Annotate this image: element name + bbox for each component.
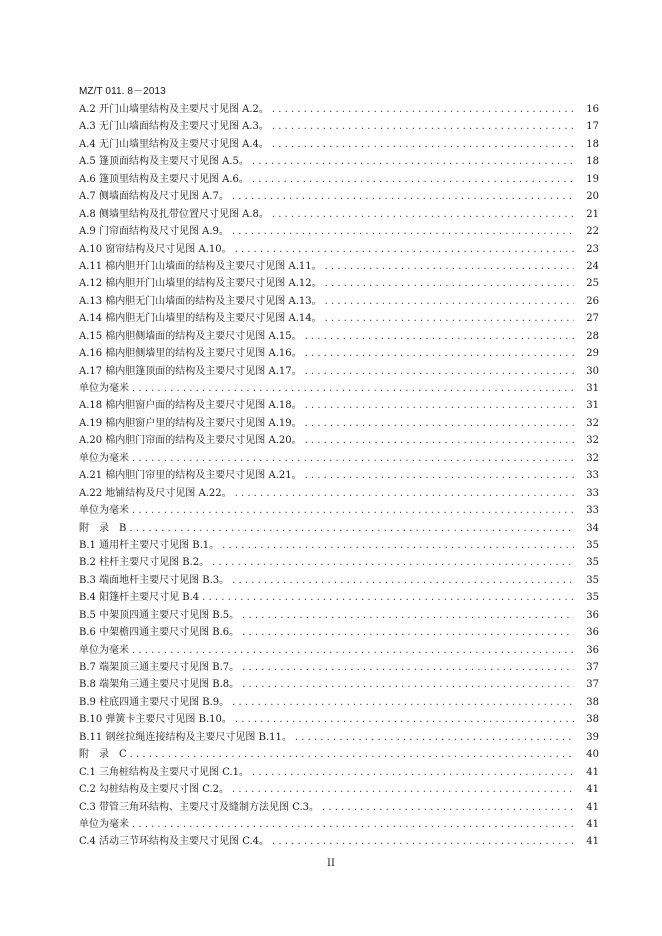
toc-entry-page: 41 — [586, 766, 599, 778]
toc-dot-leader — [305, 328, 574, 345]
toc-dot-leader — [235, 241, 574, 258]
toc-dot-leader — [235, 485, 574, 502]
toc-entry-label: A.21 棉内胆门帘里的结构及主要尺寸见图 A.21。 — [79, 470, 302, 482]
toc-entry-label: B.5 中架顶四通主要尺寸见图 B.5。 — [79, 609, 240, 621]
toc-entry-page: 18 — [586, 156, 599, 168]
toc-entry-page: 37 — [586, 679, 599, 691]
toc-entry-page: 41 — [586, 836, 599, 848]
toc-entry[interactable] — [79, 118, 599, 135]
toc-entry[interactable] — [79, 502, 599, 519]
toc-entry-label: C.2 勾桩结构及主要尺寸图 C.2。 — [79, 784, 230, 796]
toc-entry-label: A.10 窗帘结构及尺寸见图 A.10。 — [79, 243, 232, 255]
toc-dot-leader — [242, 659, 574, 676]
toc-entry-page: 32 — [586, 452, 599, 464]
toc-entry-label: A.12 棉内胆开门山墙里的结构及主要尺寸见图 A.12。 — [79, 278, 322, 290]
toc-entry[interactable] — [79, 206, 599, 223]
toc-entry[interactable] — [79, 799, 599, 816]
toc-entry-page: 30 — [586, 365, 599, 377]
toc-entry-label: B.4 阳篷杆主要尺寸见 B.4 — [79, 592, 200, 604]
toc-dot-leader — [322, 799, 574, 816]
toc-entry-label: B.1 通用杆主要尺寸见图 B.1。 — [79, 539, 220, 551]
toc-entry-page: 18 — [586, 138, 599, 150]
toc-entry-page: 31 — [586, 400, 599, 412]
toc-entry[interactable] — [79, 589, 599, 606]
toc-entry[interactable] — [79, 659, 599, 676]
toc-entry[interactable] — [79, 816, 599, 833]
toc-entry-page: 38 — [586, 696, 599, 708]
toc-entry[interactable] — [79, 171, 599, 188]
toc-entry-label: A.13 棉内胆无门山墙面的结构及主要尺寸见图 A.13。 — [79, 295, 322, 307]
toc-entry[interactable] — [79, 293, 599, 310]
toc-entry-page: 29 — [586, 348, 599, 360]
toc-entry-page: 36 — [586, 609, 599, 621]
toc-entry-label: A.6 篷顶里结构及主要尺寸见图 A.6。 — [79, 173, 249, 185]
toc-entry[interactable] — [79, 101, 599, 118]
toc-entry-label: 单位为毫米 — [79, 383, 129, 394]
toc-entry[interactable] — [79, 136, 599, 153]
toc-entry[interactable] — [79, 781, 599, 798]
toc-entry-page: 17 — [586, 121, 599, 133]
toc-entry-page: 16 — [586, 104, 599, 115]
toc-entry[interactable] — [79, 223, 599, 240]
toc-entry[interactable] — [79, 694, 599, 711]
toc-entry-label: A.2 开门山墙里结构及主要尺寸见图 A.2。 — [79, 104, 269, 115]
table-of-contents — [79, 101, 599, 851]
toc-entry-label: B.8 端架角三通主要尺寸见图 B.8。 — [79, 679, 240, 691]
toc-entry[interactable] — [79, 450, 599, 467]
toc-entry-page: 31 — [586, 383, 599, 394]
toc-dot-leader — [232, 781, 574, 798]
toc-dot-leader — [130, 746, 574, 763]
toc-dot-leader — [235, 711, 574, 728]
toc-dot-leader — [232, 694, 574, 711]
toc-entry-page: 24 — [586, 260, 599, 272]
toc-dot-leader — [305, 363, 574, 380]
toc-dot-leader — [232, 223, 574, 240]
toc-dot-leader — [272, 136, 574, 153]
toc-dot-leader — [272, 206, 574, 223]
toc-entry-page: 34 — [586, 522, 599, 534]
toc-entry-page: 40 — [586, 749, 599, 761]
toc-entry[interactable] — [79, 397, 599, 414]
toc-entry-page: 41 — [586, 818, 599, 830]
toc-entry-label: A.11 棉内胆开门山墙面的结构及主要尺寸见图 A.11。 — [79, 260, 322, 272]
toc-entry-label: A.19 棉内胆窗户里的结构及主要尺寸见图 A.19。 — [79, 417, 302, 429]
toc-entry[interactable] — [79, 624, 599, 641]
toc-entry-page: 20 — [586, 191, 599, 203]
toc-dot-leader — [129, 520, 574, 537]
toc-entry[interactable] — [79, 380, 599, 397]
toc-entry-page: 33 — [586, 487, 599, 499]
toc-entry[interactable] — [79, 746, 599, 763]
toc-entry-label: 单位为毫米 — [79, 505, 129, 517]
toc-entry-label: A.14 棉内胆无门山墙里的结构及主要尺寸见图 A.14。 — [79, 313, 322, 325]
toc-entry[interactable] — [79, 153, 599, 170]
toc-dot-leader — [242, 676, 574, 693]
toc-dot-leader — [305, 397, 574, 414]
toc-entry-label: 单位为毫米 — [79, 644, 129, 656]
toc-entry[interactable] — [79, 711, 599, 728]
toc-entry-label: 附 录 C — [79, 749, 127, 761]
toc-entry[interactable] — [79, 415, 599, 432]
toc-entry-label: A.9 门帘面结构及尺寸见图 A.9。 — [79, 226, 229, 238]
toc-entry[interactable] — [79, 607, 599, 624]
toc-entry-page: 22 — [586, 226, 599, 238]
toc-entry-page: 23 — [586, 243, 599, 255]
toc-entry-label: B.2 柱杆主要尺寸见图 B.2。 — [79, 557, 210, 569]
toc-entry-label: A.7 侧墙面结构及尺寸见图 A.7。 — [79, 191, 229, 203]
toc-dot-leader — [252, 764, 574, 781]
toc-entry[interactable] — [79, 241, 599, 258]
toc-entry[interactable] — [79, 275, 599, 292]
toc-entry-label: A.4 无门山墙里结构及主要尺寸见图 A.4。 — [79, 138, 269, 150]
toc-entry[interactable] — [79, 467, 599, 484]
toc-entry-page: 32 — [586, 435, 599, 447]
toc-dot-leader — [212, 554, 574, 571]
toc-entry-page: 41 — [586, 784, 599, 796]
toc-entry-page: 37 — [586, 662, 599, 673]
toc-dot-leader — [202, 589, 574, 606]
toc-entry-page: 19 — [586, 173, 599, 185]
toc-dot-leader — [132, 816, 574, 833]
toc-entry-page: 38 — [586, 714, 599, 726]
toc-entry-page: 36 — [586, 644, 599, 656]
toc-dot-leader — [132, 450, 574, 467]
toc-entry[interactable] — [79, 520, 599, 537]
toc-entry[interactable] — [79, 764, 599, 781]
toc-dot-leader — [272, 833, 574, 850]
toc-entry-page: 35 — [586, 574, 599, 586]
toc-entry[interactable] — [79, 572, 599, 589]
toc-entry-page: 25 — [586, 278, 599, 290]
toc-entry[interactable] — [79, 310, 599, 327]
toc-entry-page: 27 — [586, 313, 599, 325]
toc-entry-label: C.1 三角桩结构及主要尺寸见图 C.1。 — [79, 766, 250, 778]
toc-dot-leader — [132, 642, 574, 659]
toc-entry[interactable] — [79, 642, 599, 659]
toc-entry-page: 41 — [586, 801, 599, 813]
toc-entry-label: B.11 钢丝拉绳连接结构及主要尺寸见图 B.11。 — [79, 731, 292, 743]
toc-entry-label: A.8 侧墙里结构及扎带位置尺寸见图 A.8。 — [79, 208, 269, 220]
toc-entry-label: C.4 活动三节环结构及主要尺寸见图 C.4。 — [79, 836, 270, 848]
toc-entry-page: 32 — [586, 417, 599, 429]
toc-entry[interactable] — [79, 258, 599, 275]
toc-entry[interactable] — [79, 833, 599, 850]
toc-dot-leader — [232, 572, 574, 589]
toc-dot-leader — [132, 380, 574, 397]
toc-entry[interactable] — [79, 537, 599, 554]
toc-dot-leader — [325, 275, 574, 292]
toc-entry-page: 35 — [586, 539, 599, 551]
toc-entry[interactable] — [79, 345, 599, 362]
toc-entry[interactable] — [79, 363, 599, 380]
toc-entry-label: A.18 棉内胆窗户面的结构及主要尺寸见图 A.18。 — [79, 400, 302, 412]
toc-dot-leader — [305, 345, 574, 362]
toc-entry-label: A.3 无门山墙面结构及主要尺寸见图 A.3。 — [79, 121, 269, 133]
toc-entry-label: 单位为毫米 — [79, 452, 129, 464]
toc-dot-leader — [132, 502, 574, 519]
toc-entry-label: B.7 端架顶三通主要尺寸见图 B.7。 — [79, 662, 240, 673]
toc-entry-label: B.10 弹簧卡主要尺寸见图 B.10。 — [79, 714, 232, 726]
toc-dot-leader — [325, 293, 574, 310]
toc-dot-leader — [272, 118, 574, 135]
toc-entry-page: 35 — [586, 557, 599, 569]
toc-entry-label: 附 录 B — [79, 522, 127, 534]
toc-entry-label: B.3 端面地杆主要尺寸见图 B.3。 — [79, 574, 230, 586]
toc-dot-leader — [305, 415, 574, 432]
toc-dot-leader — [272, 101, 574, 118]
toc-entry-label: A.20 棉内胆门帘面的结构及主要尺寸见图 A.20。 — [79, 435, 302, 447]
toc-entry-label: A.5 篷顶面结构及主要尺寸见图 A.5。 — [79, 156, 249, 168]
standard-code-header: MZ/T 011. 8－2013 — [79, 86, 166, 97]
toc-entry-page: 33 — [586, 505, 599, 517]
toc-dot-leader — [325, 258, 574, 275]
toc-entry[interactable] — [79, 676, 599, 693]
toc-dot-leader — [242, 624, 574, 641]
toc-entry[interactable] — [79, 328, 599, 345]
toc-entry-page: 39 — [586, 731, 599, 743]
toc-dot-leader — [305, 432, 574, 449]
toc-entry-page: 35 — [586, 592, 599, 604]
toc-entry-label: B.9 柱底四通主要尺寸见图 B.9。 — [79, 696, 230, 708]
toc-dot-leader — [232, 188, 574, 205]
toc-dot-leader — [252, 153, 574, 170]
toc-dot-leader — [222, 537, 574, 554]
toc-entry-label: A.16 棉内胆侧墙里的结构及主要尺寸见图 A.16。 — [79, 348, 302, 360]
toc-entry[interactable] — [79, 432, 599, 449]
toc-entry-page: 26 — [586, 295, 599, 307]
toc-entry[interactable] — [79, 485, 599, 502]
toc-entry-label: B.6 中架檐四通主要尺寸见图 B.6。 — [79, 627, 240, 639]
page-number: II — [327, 858, 335, 869]
toc-dot-leader — [242, 607, 574, 624]
toc-entry-page: 28 — [586, 330, 599, 342]
toc-dot-leader — [295, 729, 574, 746]
toc-entry-label: A.17 棉内胆篷顶面的结构及主要尺寸见图 A.17。 — [79, 365, 302, 377]
toc-entry-label: 单位为毫米 — [79, 818, 129, 830]
toc-entry-page: 21 — [586, 208, 599, 220]
toc-entry[interactable] — [79, 188, 599, 205]
toc-dot-leader — [325, 310, 574, 327]
toc-entry-label: A.22 地铺结构及尺寸见图 A.22。 — [79, 487, 232, 499]
toc-entry[interactable] — [79, 554, 599, 571]
toc-entry-label: A.15 棉内胆侧墙面的结构及主要尺寸见图 A.15。 — [79, 330, 302, 342]
toc-dot-leader — [252, 171, 574, 188]
toc-dot-leader — [305, 467, 574, 484]
toc-entry-page: 33 — [586, 470, 599, 482]
toc-entry[interactable] — [79, 729, 599, 746]
toc-entry-label: C.3 带管三角环结构、主要尺寸及缝制方法见图 C.3。 — [79, 801, 320, 813]
toc-entry-page: 36 — [586, 627, 599, 639]
